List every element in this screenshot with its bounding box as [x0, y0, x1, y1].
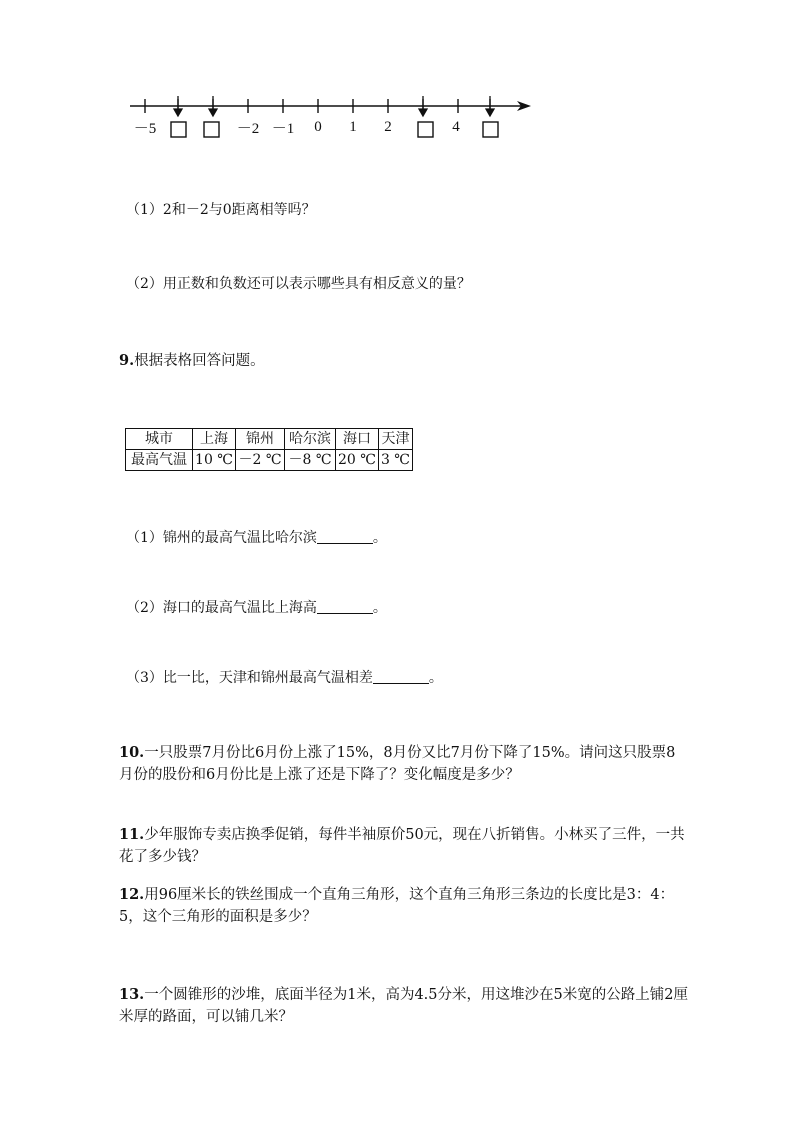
question-text: 根据表格回答问题。 — [134, 353, 265, 369]
answer-blank[interactable] — [373, 669, 429, 684]
table-cell: 海口 — [336, 429, 379, 450]
question-13 — [119, 984, 689, 1028]
table-cell: 3 ℃ — [378, 450, 412, 471]
answer-box[interactable] — [483, 122, 498, 137]
tick-label: 2 — [384, 119, 392, 135]
sub-question-text: （1）锦州的最高气温比哈尔滨 — [126, 530, 317, 546]
q8-sub1: （1）2和－2与0距离相等吗？ — [126, 202, 316, 218]
answer-boxes — [171, 122, 498, 137]
tick-label: －5 — [133, 121, 157, 137]
period: 。 — [372, 600, 387, 616]
table-cell: 最高气温 — [126, 450, 193, 471]
table-cell: 锦州 — [236, 429, 285, 450]
answer-blank[interactable] — [317, 529, 373, 544]
question-text: 一只股票7月份比6月份上涨了15%，8月份又比7月份下降了15%。请问这只股票8月份的股份和6月份比是上涨了还是下降了？变化幅度是多少？ — [119, 745, 676, 783]
question-text: 一个圆锥形的沙堆，底面半径为1米，高为4.5分米，用这堆沙在5米宽的公路上铺2厘米厚的路面，可以铺几米？ — [119, 987, 688, 1025]
question-number: 11. — [119, 826, 145, 843]
question-number: 12. — [119, 886, 145, 903]
table-cell: －2 ℃ — [236, 450, 285, 471]
period: 。 — [428, 670, 443, 686]
question-text: 少年服饰专卖店换季促销，每件半袖原价50元，现在八折销售。小林买了三件，一共花了多少钱？ — [119, 827, 685, 865]
q9-sub2 — [126, 598, 387, 618]
table-cell: －8 ℃ — [285, 450, 336, 471]
temperature-table — [125, 428, 413, 471]
tick-label: －1 — [271, 121, 295, 137]
sub-question-text: （3）比一比，天津和锦州最高气温相差 — [126, 670, 373, 686]
question-number: 13. — [119, 986, 145, 1003]
table-cell: 城市 — [126, 429, 193, 450]
tick-label: 4 — [452, 119, 460, 135]
question-text: 用96厘米长的铁丝围成一个直角三角形，这个直角三角形三条边的长度比是3：4：5，这个三角形的面积是多少？ — [119, 887, 675, 925]
answer-box[interactable] — [171, 122, 186, 137]
q9-sub1 — [126, 528, 387, 548]
table-cell: 哈尔滨 — [285, 429, 336, 450]
question-number: 10. — [119, 744, 145, 761]
table-row — [126, 450, 413, 471]
answer-box[interactable] — [204, 122, 219, 137]
tick-label: －2 — [236, 121, 260, 137]
q9-heading — [119, 350, 689, 372]
question-number: 9. — [119, 352, 135, 369]
q9-sub3 — [126, 668, 443, 688]
question-11 — [119, 824, 689, 868]
table-header-row — [126, 429, 413, 450]
number-line — [0, 0, 793, 150]
tick-label: 0 — [314, 119, 322, 135]
question-12 — [119, 884, 689, 928]
table-cell: 天津 — [378, 429, 412, 450]
answer-box[interactable] — [418, 122, 433, 137]
table-cell: 20 ℃ — [336, 450, 379, 471]
table-cell: 上海 — [193, 429, 236, 450]
q8-sub2: （2）用正数和负数还可以表示哪些具有相反意义的量？ — [126, 276, 471, 292]
tick-label: 1 — [349, 119, 357, 135]
table-cell: 10 ℃ — [193, 450, 236, 471]
question-10 — [119, 742, 689, 786]
period: 。 — [372, 530, 387, 546]
sub-question-text: （2）海口的最高气温比上海高 — [126, 600, 317, 616]
answer-blank[interactable] — [317, 599, 373, 614]
